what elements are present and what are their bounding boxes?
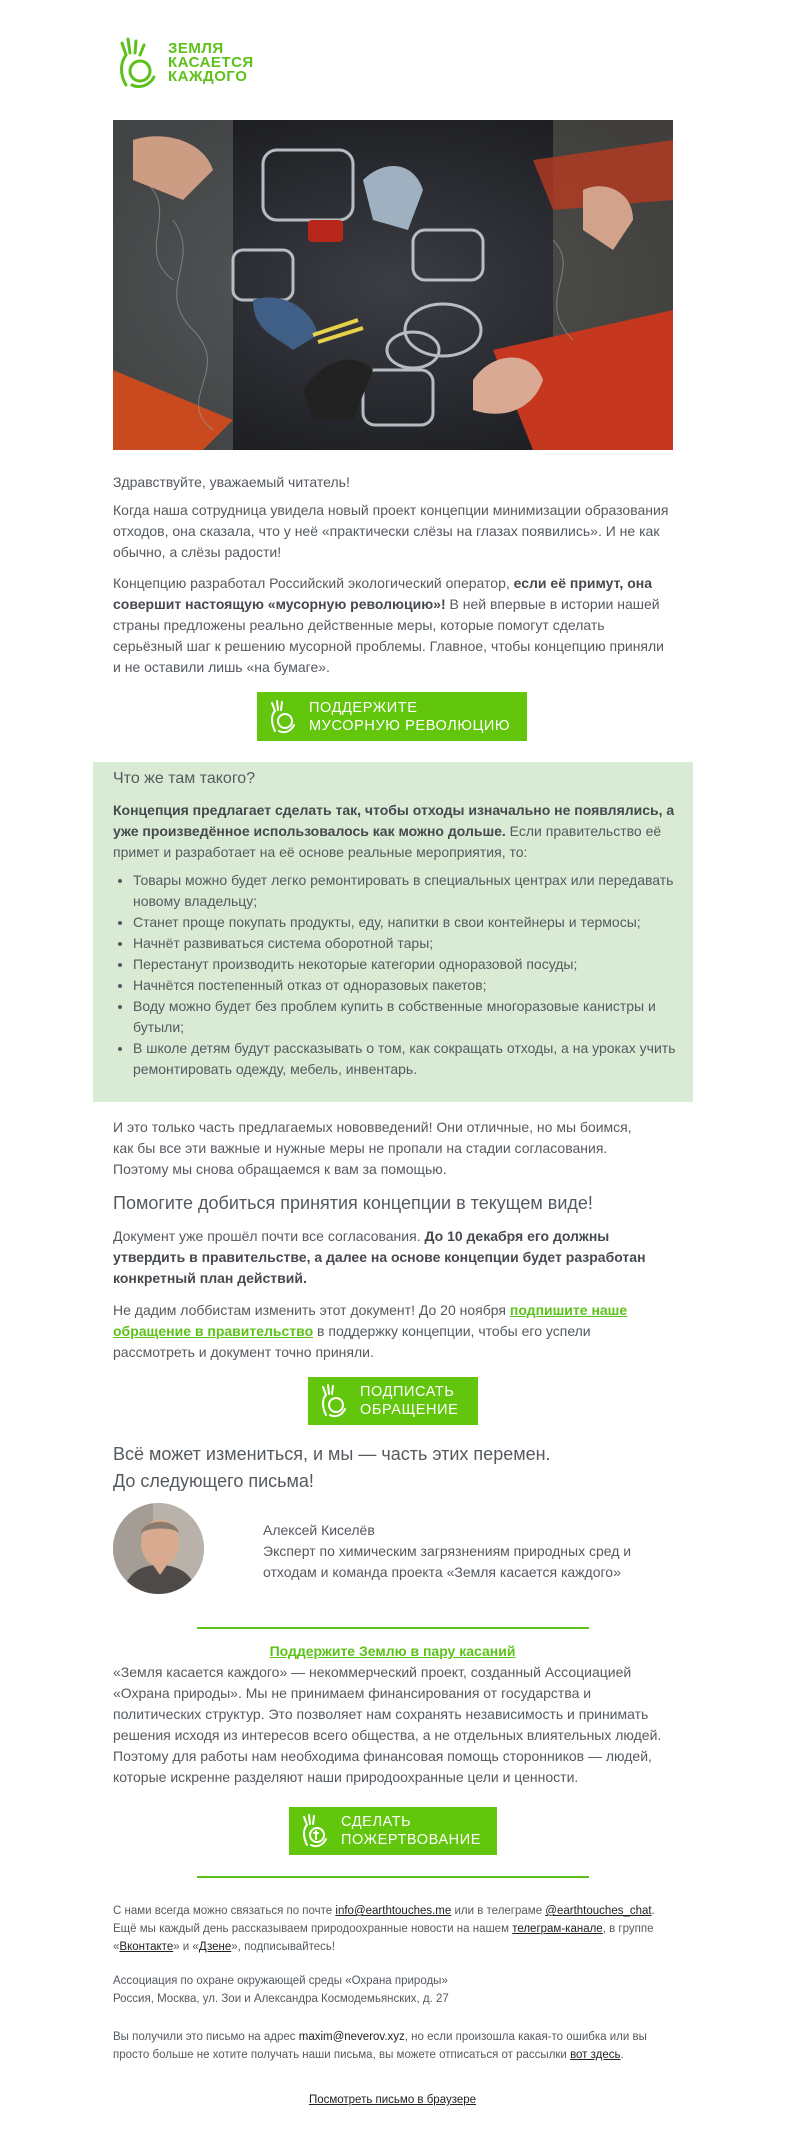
footer-text: » и «: [173, 1941, 199, 1953]
telegram-chat-link[interactable]: @earthtouches_chat: [545, 1905, 652, 1917]
divider-bottom: [197, 1876, 589, 1878]
footer-text: .: [620, 2049, 624, 2061]
sign-appeal-line-2: ОБРАЩЕНИЕ: [360, 1402, 459, 1418]
logo-line-3: КАЖДОГО: [168, 68, 248, 85]
intro-paragraph-2: [113, 573, 673, 678]
support-revolution-line-2: МУСОРНУЮ РЕВОЛЮЦИЮ: [309, 717, 511, 734]
logo[interactable]: [116, 30, 276, 96]
list-item: • Начнётся постепенный отказ от одноразовых пакетов;: [133, 975, 698, 996]
sign-appeal-link[interactable]: подпишите наше обращение в правительство: [113, 1302, 628, 1339]
donate-line-1: СДЕЛАТЬ: [341, 1814, 412, 1830]
hand-coin-icon: [301, 1813, 331, 1849]
intro-p2-bold: если её примут, она совершит настоящую «мусорную революцию»!: [113, 575, 652, 612]
footer-text: . Ещё мы каждый день рассказываем природоохранные новости на нашем: [113, 1905, 655, 1935]
footer-text: , в группе «: [113, 1923, 654, 1953]
signature: [263, 1520, 683, 1583]
logo-line-2: КАСАЕТСЯ: [168, 54, 254, 71]
sign-appeal-button[interactable]: [308, 1377, 478, 1425]
list-item: • Начнёт развиваться система оборотной тары;: [133, 933, 698, 954]
lobby-text-rest: в поддержку концепции, чтобы его успели рассмотреть и документ точно приняли.: [113, 1323, 591, 1360]
telegram-channel-link[interactable]: телеграм-канале: [512, 1923, 603, 1935]
closing-line-1: Всё может измениться, и мы — часть этих перемен.: [113, 1444, 551, 1464]
list-item: • Товары можно будет легко ремонтировать в специальных центрах или передавать новому владельцу;: [133, 870, 698, 912]
help-heading: Помогите добиться принятия концепции в текущем виде!: [113, 1193, 593, 1213]
intro-paragraph-1: Когда наша сотрудница увидела новый проект концепции минимизации образования отходов, она сказала, что у неё «практически слёзы на глазах появились». И не как обычно, а слёзы радости!: [113, 502, 669, 560]
footer-organization: [113, 1972, 673, 2008]
doc-bold: До 10 декабря его должны утвердить в правительстве, а далее на основе концепции будет разработан конкретный план действий.: [113, 1228, 646, 1286]
author-portrait: [113, 1503, 204, 1594]
divider-top: [197, 1627, 589, 1629]
concept-measures-list: [113, 870, 698, 1080]
view-in-browser-link[interactable]: Посмотреть письмо в браузере: [308, 2094, 477, 2106]
box-paragraph: [113, 800, 678, 863]
hand-earth-icon: [269, 699, 299, 735]
list-item: • Воду можно будет без проблем купить в собственные многоразовые канистры и бутыли;: [133, 996, 698, 1038]
box-paragraph-rest: Если правительство её примет и разработает на её основе реальные мероприятия, то:: [113, 823, 662, 860]
unsubscribe-link[interactable]: вот здесь: [570, 2049, 621, 2061]
org-address: Россия, Москва, ул. Зои и Александра Космодемьянских, д. 27: [113, 1993, 449, 2005]
donate-button[interactable]: [289, 1807, 497, 1855]
lobby-text: Не дадим лоббистам изменить этот документ! До 20 ноября: [113, 1302, 510, 1318]
donate-heading-wrap: [0, 1641, 785, 1662]
donate-heading-link[interactable]: Поддержите Землю в пару касаний: [269, 1643, 516, 1659]
recipient-address: maxim@neverov.xyz: [298, 2031, 405, 2043]
list-item: • Перестанут производить некоторые категории одноразовой посуды;: [133, 954, 698, 975]
doc-text: Документ уже прошёл почти все согласования.: [113, 1228, 425, 1244]
author-name: Алексей Киселёв: [263, 1522, 375, 1538]
closing-line-2: До следующего письма!: [113, 1471, 314, 1491]
footer-text: , но если произошла какая-то ошибка или вы просто больше не хотите получать наши письма, вы можете отписаться от рассылки: [113, 2031, 647, 2061]
footer-text: Вы получили это письмо на адрес: [113, 2031, 299, 2043]
footer-text: », подписывайтесь!: [231, 1941, 336, 1953]
footer-text: С нами всегда можно связаться по почте: [113, 1905, 336, 1917]
lobby-paragraph: [113, 1300, 673, 1363]
hand-earth-icon: [320, 1383, 350, 1419]
greeting: Здравствуйте, уважаемый читатель!: [113, 474, 350, 490]
box-paragraph-bold: Концепция предлагает сделать так, чтобы отходы изначально не появлялись, а уже произведённое использовалось как можно дольше.: [113, 802, 675, 839]
footer-text: или в телеграме: [451, 1905, 546, 1917]
list-item: • В школе детям будут рассказывать о том, как сокращать отходы, а на уроках учить ремонтировать одежду, мебель, инвентарь.: [133, 1038, 698, 1080]
after-box-paragraph: И это только часть предлагаемых нововведений! Они отличные, но мы боимся, как бы все эти важные и нужные меры не пропали на стадии согласования. Поэтому мы снова обращаемся к вам за помощью.: [113, 1119, 632, 1177]
hero-photo-hands-sorting-waste: [113, 120, 673, 450]
document-paragraph: [113, 1226, 673, 1289]
footer-contacts: [113, 1902, 673, 1956]
org-name: Ассоциация по охране окружающей среды «Охрана природы»: [113, 1975, 448, 1987]
hand-earth-icon: [116, 35, 164, 91]
author-role: Эксперт по химическим загрязнениям природных сред и отходам и команда проекта «Земля касается каждого»: [263, 1543, 632, 1580]
logo-line-1: ЗЕМЛЯ: [168, 40, 224, 57]
list-item: • Станет проще покупать продукты, еду, напитки в свои контейнеры и термосы;: [133, 912, 698, 933]
support-revolution-line-1: ПОДДЕРЖИТЕ: [309, 699, 418, 716]
box-title: Что же там такого?: [113, 770, 256, 787]
dzen-link[interactable]: Дзене: [198, 1941, 232, 1953]
vk-link[interactable]: Вконтакте: [119, 1941, 174, 1953]
sign-appeal-line-1: ПОДПИСАТЬ: [360, 1384, 455, 1400]
intro-p2-text: Концепцию разработал Российский экологический оператор,: [113, 575, 514, 591]
donate-paragraph: «Земля касается каждого» — некоммерческий проект, созданный Ассоциацией «Охрана природы». Мы не принимаем финансирования от государства и политических структур. Это позволяет нам сохранять независимость и принимать решения исходя из интересов всего общества, а не отдельных влиятельных людей. Поэтому для работы нам необходима финансовая помощь сторонников — людей, которые искренне разделяют наши природоохранные цели и ценности.: [113, 1664, 662, 1785]
intro-p2-text-rest: В ней впервые в истории нашей страны предложены реально действенные меры, которые помогут сделать серьёзный шаг к решению мусорной проблемы. Главное, чтобы концепцию приняли и не оставили лишь «на бумаге».: [113, 596, 665, 675]
support-revolution-button[interactable]: [257, 692, 527, 741]
concept-details-box: [93, 762, 693, 1102]
hero-image: [113, 120, 673, 450]
avatar: [113, 1503, 204, 1594]
email-link[interactable]: info@earthtouches.me: [335, 1905, 452, 1917]
footer-unsubscribe: [113, 2028, 673, 2064]
donate-line-2: ПОЖЕРТВОВАНИЕ: [341, 1832, 482, 1848]
